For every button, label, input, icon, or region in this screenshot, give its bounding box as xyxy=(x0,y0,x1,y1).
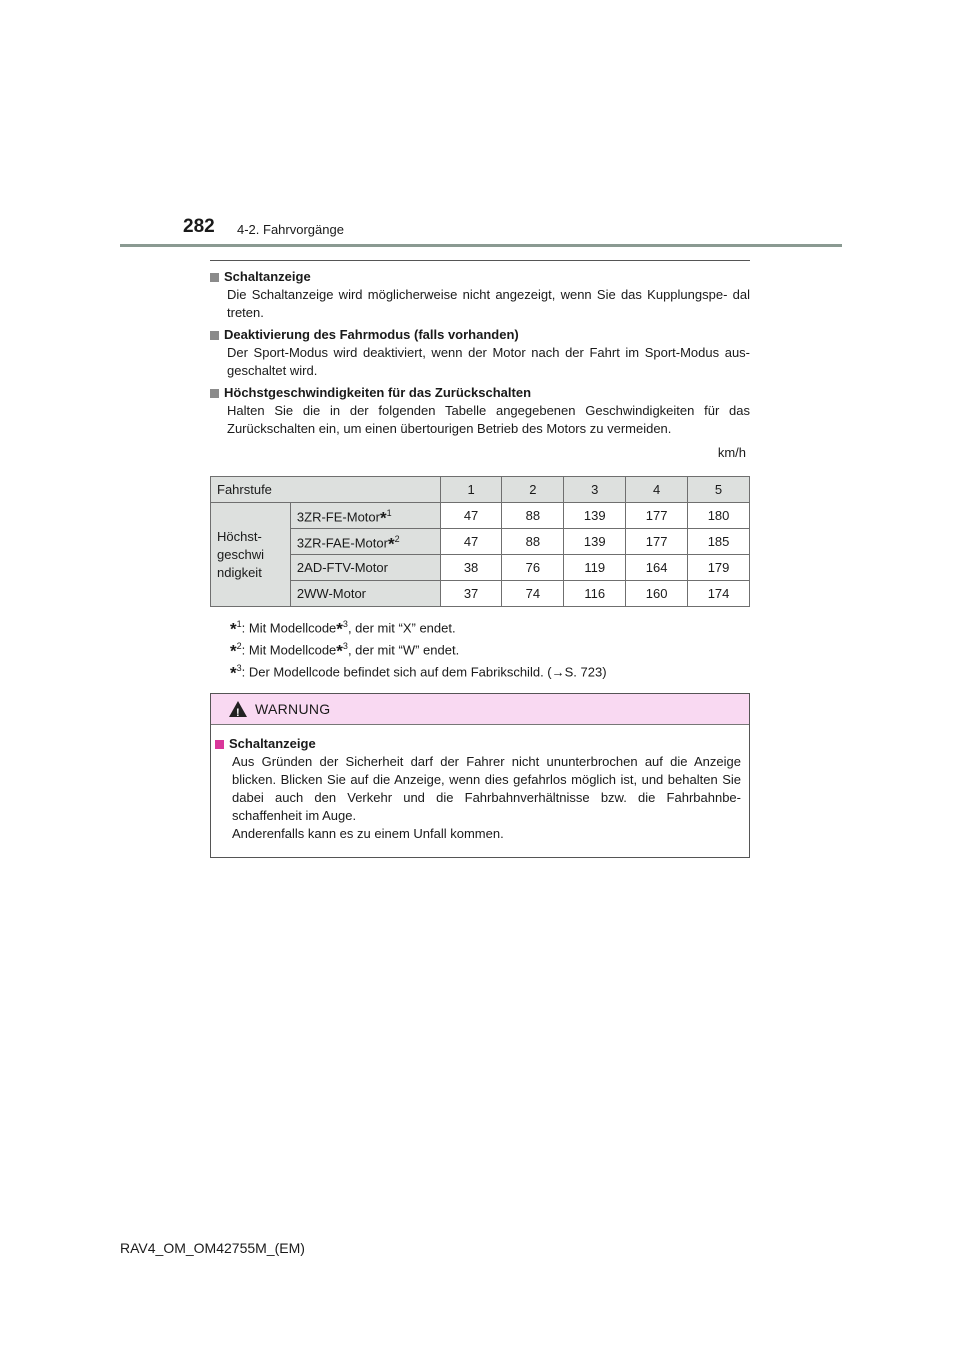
table-cell: 177 xyxy=(626,503,688,529)
table-header-cell: 3 xyxy=(564,477,626,503)
table-row xyxy=(211,529,750,555)
engine-label: 3ZR-FAE-Motor*$^2$ xyxy=(290,529,440,555)
warning-item-body: Aus Gründen der Sicherheit darf der Fahrer nicht ununterbrochen auf die Anzeige blicken. Blicken Sie auf die Anzeige, wenn dies gefahrlos möglich ist, und behalten Sie dabei auch den Verkehr und die Fahrbahnverhältnisse bzw. die Fahrbahnbe- schaffenheit im Auge. xyxy=(232,754,741,823)
header-divider xyxy=(120,244,842,247)
warning-box xyxy=(210,693,750,858)
item-body: Die Schaltanzeige wird möglicherweise nicht angezeigt, wenn Sie das Kupplungspe- dal treten. xyxy=(227,287,750,320)
square-bullet-icon xyxy=(210,273,219,282)
table-row xyxy=(211,581,750,607)
table-cell: 47 xyxy=(440,529,502,555)
table-row xyxy=(211,503,750,529)
table-header-row xyxy=(211,477,750,503)
item-body: Der Sport-Modus wird deaktiviert, wenn der Motor nach der Fahrt im Sport-Modus aus- geschaltet wird. xyxy=(227,345,750,378)
square-bullet-icon xyxy=(210,389,219,398)
page-number: 282 xyxy=(183,216,215,237)
warning-title: WARNUNG xyxy=(255,701,331,717)
footnote-1: *$^1$: Mit Modellcode*$^3$, der mit “X” endet. xyxy=(230,619,456,639)
section-item-schaltanzeige xyxy=(210,268,750,322)
table-cell: 139 xyxy=(564,503,626,529)
table-cell: 180 xyxy=(688,503,750,529)
table-header-cell: 5 xyxy=(688,477,750,503)
table-header-label: Fahrstufe xyxy=(211,477,441,503)
page-content xyxy=(210,268,750,858)
content-divider xyxy=(210,260,750,261)
warning-item-title: Schaltanzeige xyxy=(229,736,316,751)
table-cell: 185 xyxy=(688,529,750,555)
table-cell: 74 xyxy=(502,581,564,607)
speed-table xyxy=(210,476,750,607)
section-item-hoechstgeschwindigkeiten xyxy=(210,384,750,438)
square-bullet-icon xyxy=(215,740,224,749)
table-cell: 179 xyxy=(688,555,750,581)
table-cell: 88 xyxy=(502,529,564,555)
table-cell: 174 xyxy=(688,581,750,607)
table-cell: 37 xyxy=(440,581,502,607)
footnote-3: *$^3$: Der Modellcode befindet sich auf dem Fabrikschild. (→S. 723) xyxy=(230,663,607,683)
table-cell: 88 xyxy=(502,503,564,529)
row-group-label: Höchst- geschwi ndigkeit xyxy=(211,503,291,607)
item-body: Halten Sie die in der folgenden Tabelle angegebenen Geschwindigkeiten für das Zurückschalten ein, um einen übertourigen Betrieb des Motors zu vermeiden. xyxy=(227,403,750,436)
table-cell: 116 xyxy=(564,581,626,607)
engine-label: 2WW-Motor xyxy=(290,581,440,607)
table-unit: km/h xyxy=(717,445,746,460)
item-title: Deaktivierung des Fahrmodus (falls vorhanden) xyxy=(224,327,519,342)
footnotes xyxy=(210,613,750,683)
warning-header xyxy=(211,694,749,725)
item-title: Schaltanzeige xyxy=(224,269,311,284)
section-item-fahrmodus xyxy=(210,326,750,380)
warning-body xyxy=(211,725,749,857)
table-cell: 76 xyxy=(502,555,564,581)
item-title: Höchstgeschwindigkeiten für das Zurückschalten xyxy=(224,385,532,400)
engine-label: 3ZR-FE-Motor*$^1$ xyxy=(290,503,440,529)
table-cell: 38 xyxy=(440,555,502,581)
square-bullet-icon xyxy=(210,331,219,340)
warning-triangle-icon: ! xyxy=(229,701,247,717)
table-cell: 119 xyxy=(564,555,626,581)
table-cell: 164 xyxy=(626,555,688,581)
section-title: 4-2. Fahrvorgänge xyxy=(237,222,344,237)
footnote-2: *$^2$: Mit Modellcode*$^3$, der mit “W” endet. xyxy=(230,641,460,661)
table-header-cell: 4 xyxy=(626,477,688,503)
table-cell: 160 xyxy=(626,581,688,607)
table-header-cell: 2 xyxy=(502,477,564,503)
footer-doc-code: RAV4_OM_OM42755M_(EM) xyxy=(120,1240,305,1256)
table-cell: 47 xyxy=(440,503,502,529)
table-header-cell: 1 xyxy=(440,477,502,503)
warning-item-body-2: Anderenfalls kann es zu einem Unfall kommen. xyxy=(232,826,504,841)
engine-label: 2AD-FTV-Motor xyxy=(290,555,440,581)
table-row xyxy=(211,555,750,581)
table-cell: 139 xyxy=(564,529,626,555)
table-cell: 177 xyxy=(626,529,688,555)
